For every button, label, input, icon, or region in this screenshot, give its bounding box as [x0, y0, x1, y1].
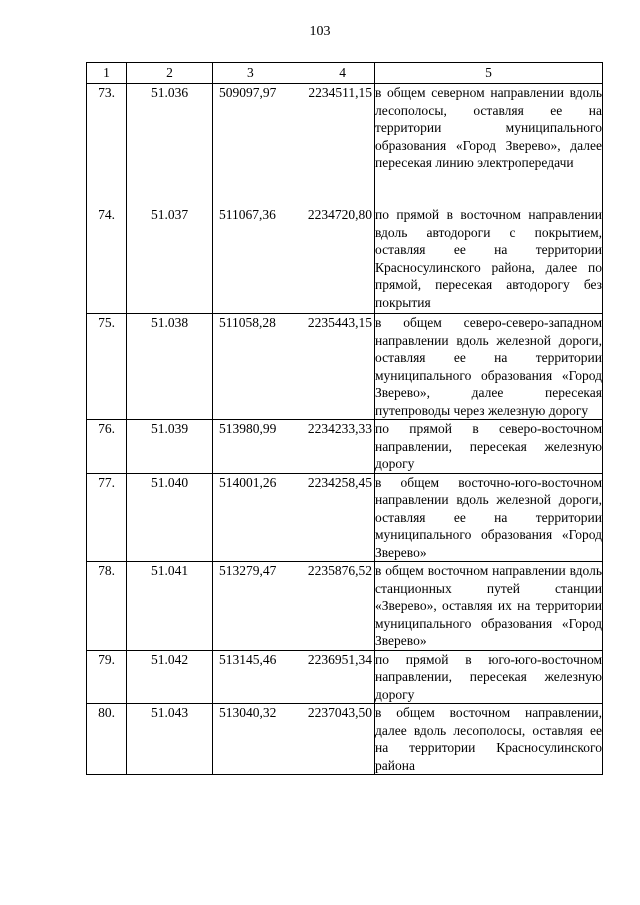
cell-description [375, 704, 603, 775]
header-col-2: 2 [127, 63, 213, 84]
table-row [87, 562, 603, 651]
cell-number [87, 420, 127, 474]
point-code: 51.039 [150, 421, 189, 436]
boundary-description: по прямой в юго-юго-восточном направлении, пересекая железную дорогу [375, 651, 602, 702]
point-code: 51.041 [150, 563, 189, 578]
coordinate-y: 2235876,52 [307, 563, 372, 578]
coordinate-y: 2234233,33 [307, 421, 372, 436]
header-row [87, 63, 603, 84]
coordinate-x: 511067,36 [219, 207, 276, 222]
boundary-description: в общем восточно-юго-восточном направлении вдоль железной дороги, оставляя ее на территории муниципального образования «Город Зверево» [375, 474, 602, 560]
point-code: 51.042 [150, 651, 189, 667]
cell-point-code [127, 704, 213, 775]
coordinate-x: 513040,32 [219, 705, 277, 720]
cell-description [375, 314, 603, 420]
point-code: 51.037 [150, 207, 189, 222]
point-number: 76. [98, 421, 115, 436]
header-col-3-4 [213, 63, 375, 84]
coordinate-y: 2237043,50 [307, 705, 372, 720]
boundary-description: по прямой в северо-восточном направлении, пересекая железную дорогу [375, 421, 602, 471]
cell-description [375, 420, 603, 474]
boundary-description: по прямой в восточном направлении вдоль автодороги с покрытием, оставляя ее на территории Красносулинского района, далее по прямой, пересекая автодорогу без покрытия [375, 207, 602, 310]
table-row [87, 650, 603, 704]
cell-coordinates [213, 420, 375, 474]
cell-point-code [127, 562, 213, 651]
cell-number [87, 314, 127, 420]
table-row [87, 314, 603, 420]
boundary-description: в общем восточном направлении, далее вдоль лесополосы, оставляя ее на территории Красносулинского района [375, 705, 602, 773]
cell-coordinates [213, 650, 375, 704]
coordinate-x: 514001,26 [219, 474, 277, 490]
coordinate-y: 2234720,80 [307, 207, 372, 222]
point-number: 77. [98, 474, 115, 490]
page-number: 103 [309, 24, 331, 39]
cell-number [87, 562, 127, 651]
header-col-3: 3 [247, 65, 254, 81]
boundary-description: в общем северном направлении вдоль лесополосы, оставляя ее на территории муниципального образования «Город Зверево», далее пересекая линию электропередачи [375, 85, 602, 170]
cell-point-code [127, 314, 213, 420]
boundary-description: в общем северо-северо-западном направлении вдоль железной дороги, оставляя ее на территории муниципального образования «Город Зверево», далее пересекая путепроводы через железную дорогу [375, 315, 602, 418]
cell-coordinates [213, 314, 375, 420]
point-code: 51.036 [150, 85, 189, 100]
cell-number [87, 704, 127, 775]
cell-point-code [127, 473, 213, 562]
cell-coordinates [213, 704, 375, 775]
coordinate-x: 513980,99 [219, 421, 277, 436]
cell-coordinates [213, 473, 375, 562]
point-number: 73. [98, 85, 115, 100]
coordinate-y: 2236951,34 [307, 651, 372, 667]
table-row [87, 473, 603, 562]
cell-point-code [127, 650, 213, 704]
point-number: 78. [98, 563, 115, 578]
cell-point-code [127, 420, 213, 474]
point-number: 75. [98, 315, 115, 330]
point-number: 79. [98, 651, 115, 667]
cell-description [375, 84, 603, 314]
boundary-description: в общем восточном направлении вдоль станционных путей станции «Зверево», оставляя их на территории муниципального образования «Город Зверево» [375, 563, 602, 648]
cell-number [87, 473, 127, 562]
header-col-1: 1 [87, 63, 127, 84]
coordinate-y: 2234258,45 [307, 474, 372, 490]
coordinate-x: 513279,47 [219, 563, 277, 578]
point-code: 51.038 [150, 315, 189, 330]
coordinate-y: 2235443,15 [307, 315, 372, 330]
boundary-table [86, 62, 603, 775]
coordinate-x: 509097,97 [219, 85, 277, 100]
cell-coordinates [213, 84, 375, 314]
cell-description [375, 650, 603, 704]
header-col-4: 4 [339, 65, 346, 81]
cell-number [87, 650, 127, 704]
table-row [87, 704, 603, 775]
table-row [87, 84, 603, 314]
cell-coordinates [213, 562, 375, 651]
cell-description [375, 562, 603, 651]
cell-point-code [127, 84, 213, 314]
point-number: 80. [98, 705, 115, 720]
coordinate-y: 2234511,15 [308, 85, 372, 100]
cell-description [375, 473, 603, 562]
header-col-5: 5 [375, 63, 603, 84]
point-number: 74. [98, 207, 115, 222]
cell-number [87, 84, 127, 314]
coordinate-x: 513145,46 [219, 651, 277, 667]
point-code: 51.043 [150, 705, 189, 720]
point-code: 51.040 [150, 474, 189, 490]
table-row [87, 420, 603, 474]
coordinate-x: 511058,28 [219, 315, 276, 330]
